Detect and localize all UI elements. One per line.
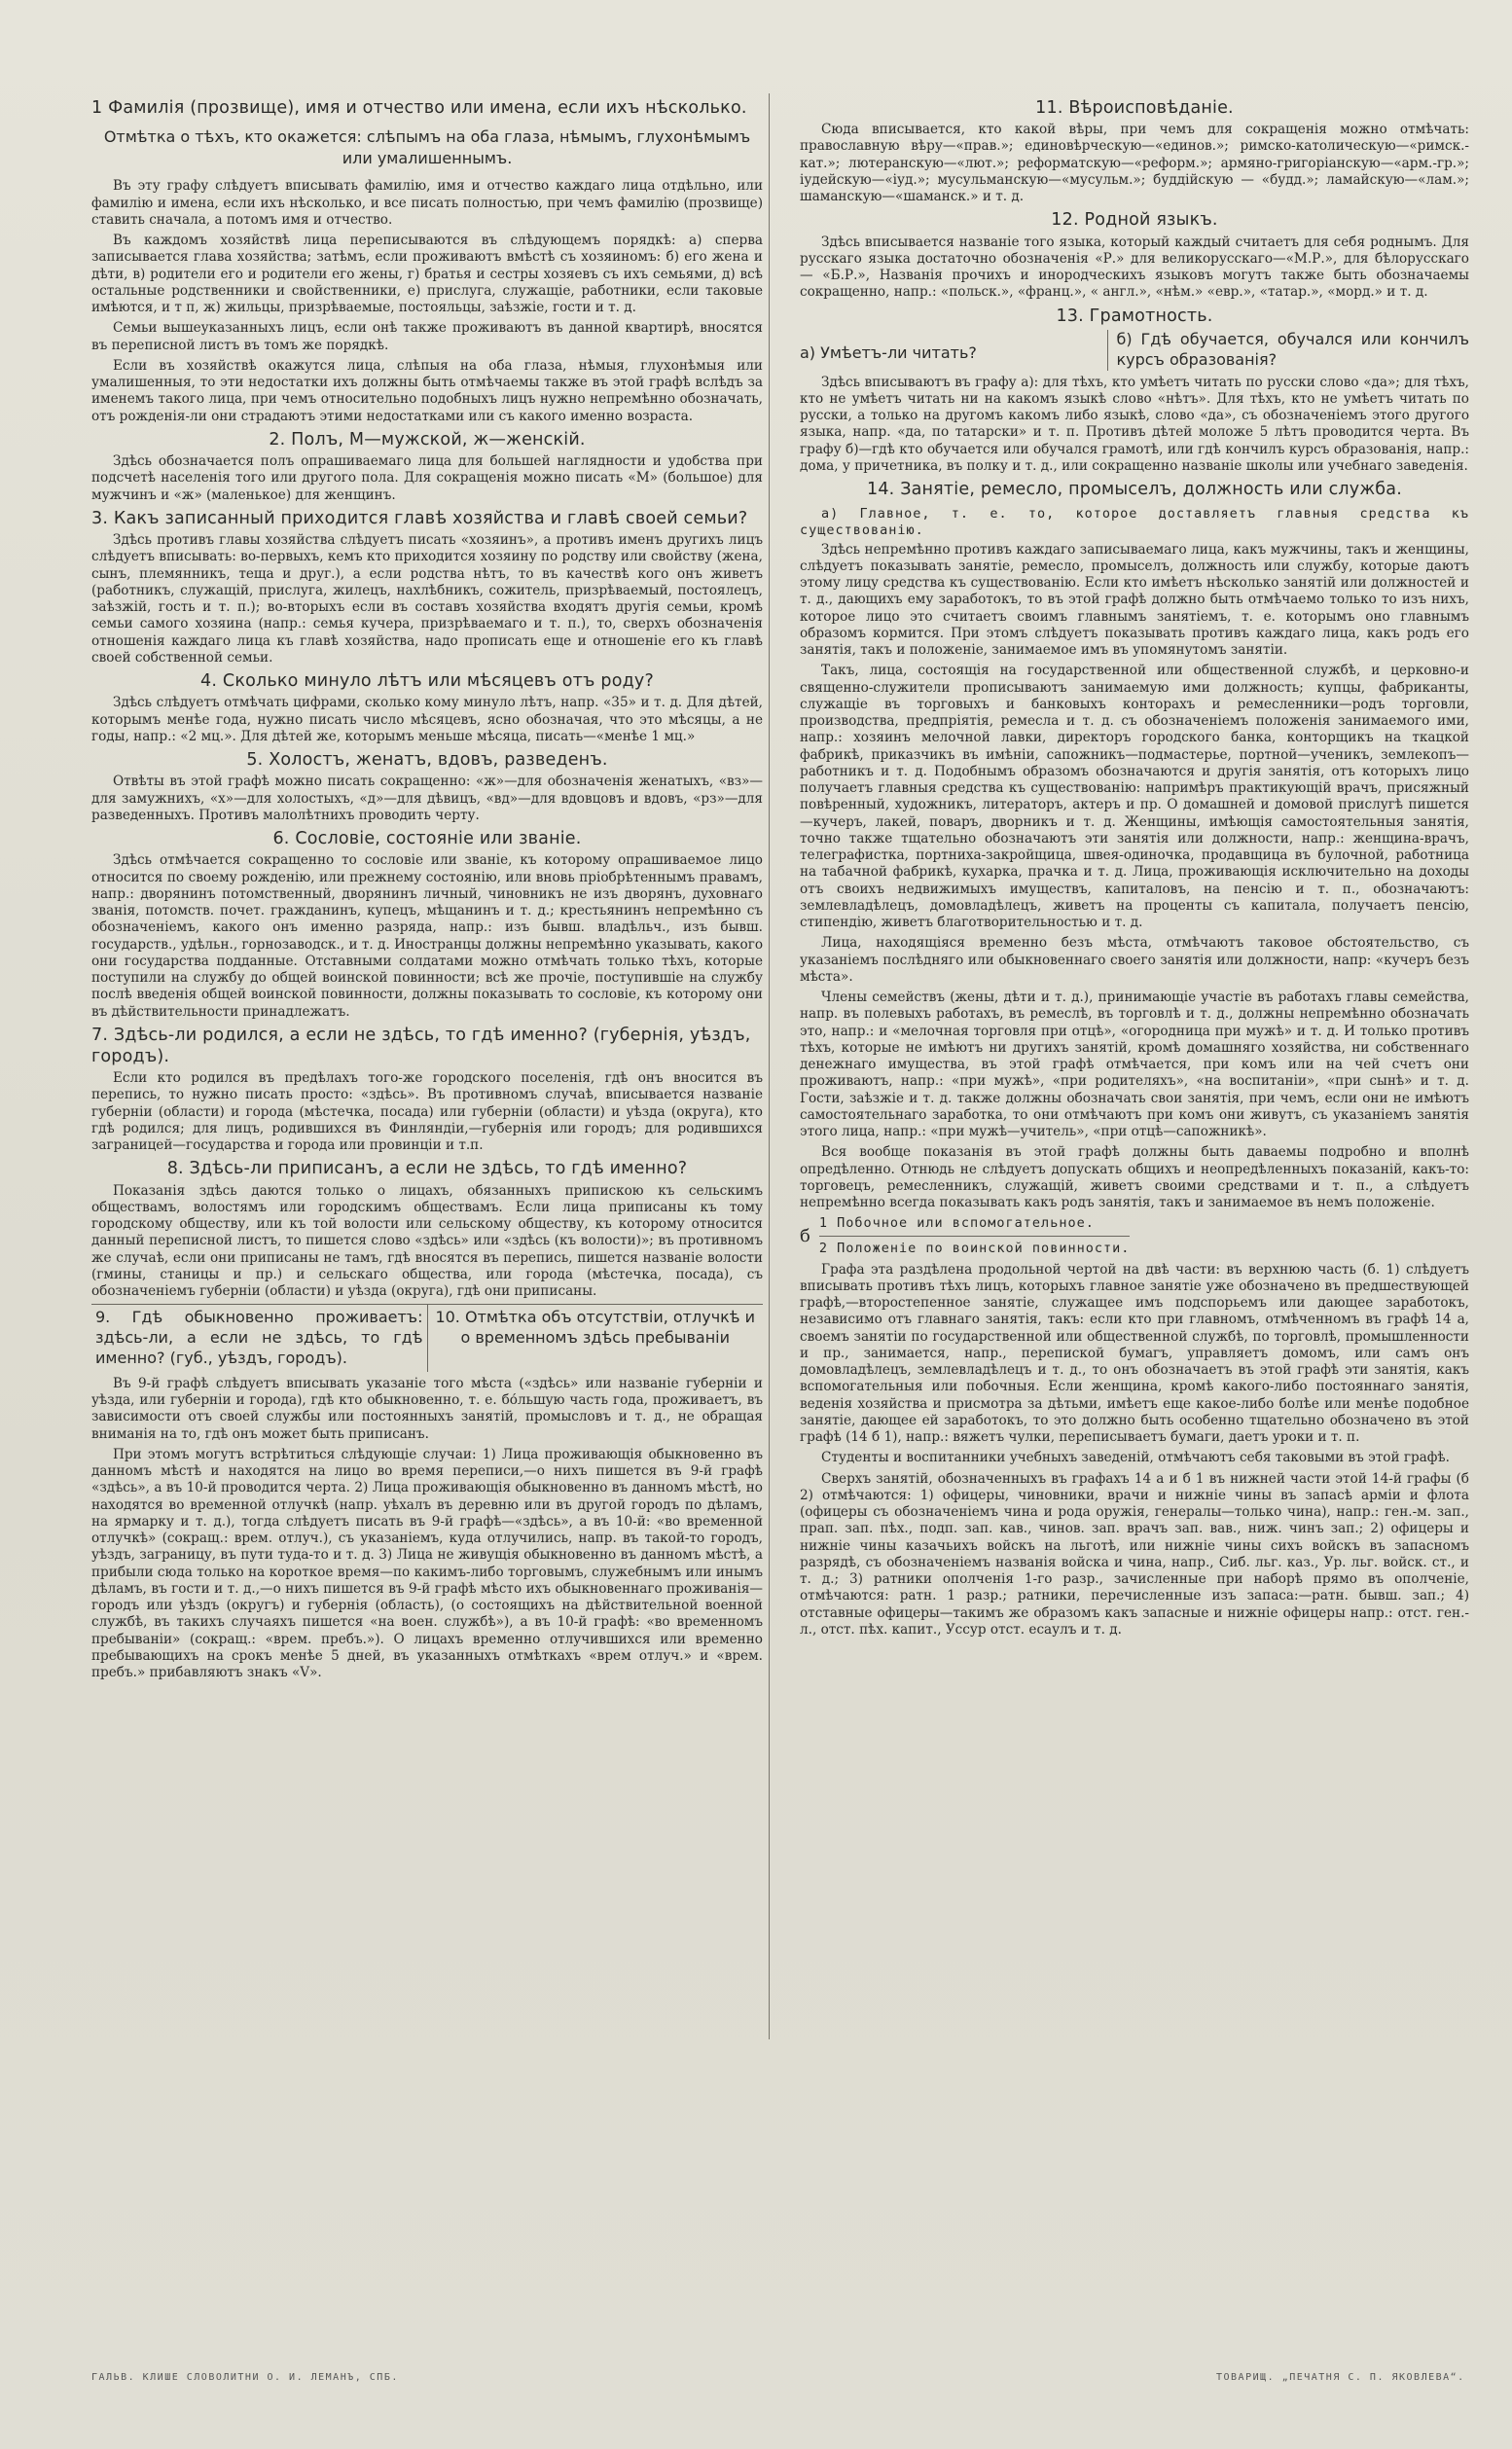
section-7-paragraph: Если кто родился въ предѣлахъ того-же городского поселенія, гдѣ онъ вносится въ перепись, то нужно писать просто: «здѣсь». Въ противномъ случаѣ, вписывается названіе губерніи (области) и города (мѣстечка, посада) или губерніи (области) и уѣзда (округа), кто гдѣ родился; для лицъ, родившихся въ Финляндіи,—губернія или городъ; для родившихся заграницей—государства и города или провинціи и т.п. [91, 1070, 763, 1154]
printer-credit-left: ГАЛЬВ. КЛИШЕ СЛОВОЛИТНИ О. И. ЛЕМАНЪ, СПБ. [91, 2372, 399, 2383]
section-5-paragraph: Отвѣты въ этой графѣ можно писать сокращенно: «ж»—для обозначенія женатыхъ, «вз»—для замужнихъ, «х»—для холостыхъ, «д»—для дѣвицъ, «вд»—для вдовцовъ и вдовъ, «рз»—для разведенныхъ. Противъ малолѣтнихъ проводить черту. [91, 774, 763, 823]
section-8-paragraph: Показанія здѣсь даются только о лицахъ, обязанныхъ припискою къ сельскимъ обществамъ, волостямъ или городскимъ обществамъ. Если лица приписаны къ тому городскому обществу, или къ той волости или сельскому обществу, къ которому относится данный переписной листъ, то пишется слово «здѣсь» или «здѣсь (къ волости)»; въ противномъ же случаѣ, если они приписаны не тамъ, гдѣ вносятся въ перепись, пишется названіе волости (гмины, станицы и пр.) и сельскаго общества, или города (мѣстечка, посада), съ обозначеніемъ губерніи (области) и уѣзда (округа), гдѣ они приписаны. [91, 1182, 763, 1300]
section-10-title: 10. Отмѣтка объ отсутствіи, отлучкѣ и о временномъ здѣсь пребываніи [427, 1305, 764, 1371]
section-13-title: 13. Грамотность. [1056, 306, 1213, 326]
section-14b-paragraph: Сверхъ занятій, обозначенныхъ въ графахъ 14 а и б 1 въ нижней части этой 14-й графы (б 2) отмѣчаются: 1) офицеры, чиновники, врачи и нижніе чины въ запасѣ арміи и флота (офицеры съ обозначеніемъ чина и рода оружія, генералы—только чина), напр.: ген.-м. зап., прап. зап. пѣх., подп. зап. кав., чинов. зап. врачъ зап. вав., ниж. чинъ зап.; 2) офицеры и нижніе чины казачьихъ войскъ на льготѣ, или нижніе чины сихъ войскъ въ запасномъ разрядѣ, съ обозначеніемъ названія войска и чина, напр., Сиб. льг. каз., Ур. льг. войск. ст., и т. д.; 3) ратники ополченія 1-го разр., зачисленные при наборѣ прямо въ ополченіе, отмѣчаются: ратн. 1 разр.; ратники, перечисленные изъ запаса:—ратн. бывш. зап.; 4) отставные офицеры—такимъ же образомъ какъ запасные и нижніе офицеры напр.: отст. ген.-л., отст. пѣх. капит., Уссур отст. есаулъ и т. д. [800, 1470, 1469, 1638]
column-divider [769, 93, 770, 2039]
section-8-title: 8. Здѣсь-ли приписанъ, а если не здѣсь, то гдѣ именно? [166, 1159, 688, 1179]
section-7-title: 7. Здѣсь-ли родился, а если не здѣсь, то гдѣ именно? (губернія, уѣздъ, городъ). [91, 1025, 751, 1066]
section-5-title: 5. Холостъ, женатъ, вдовъ, разведенъ. [246, 750, 608, 771]
section-9-10-header [91, 1304, 763, 1371]
section-9-title: 9. Гдѣ обыкновенно проживаетъ: здѣсь-ли, а если не здѣсь, то гдѣ именно? (губ., уѣздъ, городъ). [95, 1308, 423, 1367]
section-1-note: Отмѣтка о тѣхъ, кто окажется: слѣпымъ на оба глаза, нѣмымъ, глухонѣмымъ или умалишеннымъ. [103, 127, 751, 167]
fraction-numerator: 1 [818, 1215, 828, 1232]
fraction-rule [819, 1236, 1131, 1237]
section-12-title: 12. Родной языкъ. [1051, 210, 1218, 231]
section-4-title: 4. Сколько минуло лѣтъ или мѣсяцевъ отъ роду? [200, 671, 654, 692]
section-14b-fraction-header [800, 1215, 1469, 1257]
left-column [91, 93, 763, 1685]
section-13b-title: б) Гдѣ обучается, обучался или кончилъ курсъ образованія? [1107, 330, 1469, 371]
section-9-paragraph: Въ 9-й графѣ слѣдуетъ вписывать указаніе того мѣста («здѣсь» или названіе губерніи и уѣзда, или губерніи и города), гдѣ кто обыкновенно, т. е. бо́льшую часть года, проживаетъ, въ зависимости отъ своей службы или постоянныхъ занятій, промысловъ и т. д., не обращая вниманія на то, гдѣ онъ может быть приписанъ. [91, 1375, 763, 1442]
section-13a-title: а) Умѣетъ-ли читать? [800, 342, 977, 362]
fraction-bottom-text: Положеніе по воинской повинности. [837, 1241, 1131, 1257]
section-4-paragraph: Здѣсь слѣдуетъ отмѣчать цифрами, сколько кому минуло лѣтъ, напр. «35» и т. д. Для дѣтей, которымъ менѣе года, нужно писать число мѣсяцевъ, ясно обозначая, что это мѣсяцы, а не годы, напр.: «2 мц.». Для дѣтей же, которымъ меньше мѣсяца, писать—«менѣе 1 мц.» [91, 695, 763, 744]
section-14-paragraph: Члены семействъ (жены, дѣти и т. д.), принимающіе участіе въ работахъ главы семейства, напр. въ полевыхъ работахъ, въ ремеслѣ, въ торговлѣ и т. д., должны непремѣнно обозначать это, напр.: и «мелочная торговля при отцѣ», «огородница при мужѣ» и т. д. И только противъ тѣхъ, которые не имѣютъ ни другихъ занятій, кромѣ домашняго хозяйства, ни собственнаго денежнаго имущества, въ этой графѣ отмѣчается, при комъ или на чей счетъ они проживаютъ, напр.: «при мужѣ», «при родителяхъ», «на воспитаніи», «при сынѣ» и т. д. Гости, заѣзжіе и т. д. также должны обозначать свои занятія, при чемъ, если они не имѣютъ самостоятельнаго заработка, то они отмѣчаютъ при комъ они живутъ, съ указаніемъ занятія этого лица, напр.: «при мужѣ—учитель», «при отцѣ—сапожникѣ». [800, 990, 1469, 1139]
fraction-denominator: 2 [818, 1241, 828, 1257]
fraction-top-line [819, 1215, 1131, 1232]
right-column [800, 93, 1469, 1642]
section-14-title: 14. Занятіе, ремесло, промыселъ, должность или служба. [867, 480, 1402, 499]
section-1-paragraph: Если въ хозяйствѣ окажутся лица, слѣпыя на оба глаза, нѣмыя, глухонѣмыя или умалишенныя, то эти недостатки ихъ должны быть отмѣчаемы также въ этой графѣ вслѣдъ за именемъ такого лица, при чемъ относительно подобныхъ лицъ нужно непремѣнно обозначать, отъ рожденія-ли они страдаютъ этими недостатками или съ какого именно возраста. [91, 357, 763, 424]
fraction-body [819, 1215, 1131, 1257]
section-1-paragraph: Въ эту графу слѣдуетъ вписывать фамилію, имя и отчество каждаго лица отдѣльно, или фамилію и имена, если ихъ нѣсколько, и все писать полностью, при чемъ фамилію (прозвище) ставить сначала, а потомъ имя и отчество. [91, 178, 763, 228]
section-1-paragraph: Семьи вышеуказанныхъ лицъ, если онѣ также проживаютъ въ данной квартирѣ, вносятся въ переписной листъ въ томъ же порядкѣ. [91, 320, 763, 353]
section-14-paragraph: Здѣсь непремѣнно противъ каждаго записываемаго лица, какъ мужчины, такъ и женщины, слѣдуетъ показывать занятіе, ремесло, промыселъ, должность или службу, которые даютъ этому лицу средства къ существованію. Если кто имѣетъ нѣсколько занятій или должностей и т. д., дающихъ ему заработокъ, то въ этой графѣ должно быть отмѣчаемо только то изъ нихъ, которое лицо это считаетъ своимъ главнымъ занятіемъ, т. е. которымъ оно главнымъ образомъ кормится. При этомъ слѣдуетъ показывать противъ каждаго лица, какъ родъ его занятія, такъ и положеніе, занимаемое имъ въ упомянутомъ занятіи. [800, 541, 1469, 658]
section-6-paragraph: Здѣсь отмѣчается сокращенно то сословіе или званіе, къ которому опрашиваемое лицо относится по своему рожденію, или прежнему состоянію, или вновь пріобрѣтеннымъ правамъ, напр.: дворянинъ потомственный, дворянинъ личный, чиновникъ не изъ дворянъ, духовнаго званія, потомств. почет. гражданинъ, купецъ, мѣщанинъ и т. д.; крестьянинъ непремѣнно съ обозначеніемъ, какого онъ именно разряда, напр.: изъ бывш. владѣльч., изъ бывш. государств., удѣльн., горнозаводск., и т. д. Иностранцы должны непремѣнно указывать, какого они государства подданные. Отставными солдатами можно отмѣчать только тѣхъ, которые поступили на службу до общей воинской повинности; всѣ же прочіе, поступившіе на службу послѣ введенія общей воинской повинности, должны показывать то сословіе, къ которому они въ дѣйствительности принадлежатъ. [91, 852, 764, 1020]
section-2-title: 2. Полъ, М—мужской, ж—женскій. [269, 429, 586, 450]
section-9-paragraph: При этомъ могутъ встрѣтиться слѣдующіе случаи: 1) Лица проживающія обыкновенно въ данномъ мѣстѣ и находятся на лицо во время переписи,—о нихъ пишется въ 9-й графѣ «здѣсь», а въ 10-й проводится черта. 2) Лица проживающія обыкновенно въ данномъ мѣстѣ, но находятся во временной отлучкѣ (напр. уѣхалъ въ деревню или въ другой городъ по дѣламъ, на ярмарку и т. д.), тогда слѣдуетъ писать въ 9-й графѣ—«здѣсь», а въ 10-й: «во временной отлучкѣ» (сокращ.: врем. отлуч.), съ указаніемъ, куда отлучились, напр. въ такой-то городъ, уѣздъ, заграницу, въ пути туда-то и т. д. 3) Лица не живущія обыкновенно въ данномъ мѣстѣ, а прибыли сюда только на короткое время—по какимъ-либо торговымъ, служебнымъ или инымъ дѣламъ, въ гости и т. д.,—о нихъ пишется въ 9-й графѣ мѣсто ихъ обыкновеннаго проживанія—городъ или уѣздъ (округъ) и губернія (область), (о состоящихъ на дѣйствительной военной службѣ, въ такихъ случаяхъ пишется «на воен. службѣ»), а въ 10-й графѣ: «во временномъ пребываніи» (сокращ.: «врем. пребъ.»). О лицахъ временно отлучившихся или временно пребывающихъ на срокъ менѣе 5 дней, въ указанныхъ отмѣткахъ «врем отлуч.» и «врем. пребъ.» прибавляютъ знакъ «V». [91, 1446, 763, 1681]
section-11-title: 11. Вѣроисповѣданіе. [1035, 98, 1234, 118]
fraction-top-text: Побочное или вспомогательное. [837, 1215, 1095, 1232]
section-11-paragraph: Сюда вписывается, кто какой вѣры, при чемъ для сокращенія можно отмѣчать: православную вѣру—«прав.»; единовѣрческую—«единов.»; римско-католическую—«римск.-кат.»; лютеранскую—«лют.»; реформатскую—«реформ.»; армяно-григоріанскую—«арм.-гр.»; іудейскую—«іуд.»; мусульманскую—«мусульм.»; буддійскую — «будд.»; ламайскую—«лам.»; шаманскую—«шаманск.» и т. д. [800, 122, 1469, 205]
fraction-letter: б [800, 1226, 811, 1247]
section-14a-subtitle: а) Главное, т. е. то, которое доставляетъ главныя средства къ существованію. [800, 506, 1469, 539]
section-13-subheads [800, 330, 1469, 371]
fraction-bottom-line [819, 1241, 1131, 1257]
section-14b-paragraph: Студенты и воспитанники учебныхъ заведеній, отмѣчаютъ себя таковыми въ этой графѣ. [821, 1450, 1450, 1466]
section-13-paragraph: Здѣсь вписываютъ въ графу а): для тѣхъ, кто умѣетъ читать по русски слово «да»; для тѣхъ, кто не умѣетъ читать ни на какомъ языкѣ слово «нѣтъ». Для тѣхъ, кто не умѣетъ читать по русски, а только на другомъ какомъ либо языкѣ, слово «да», съ обозначеніемъ этого другого языка, напр. «да, по татарски» и т. п. Противъ дѣтей моложе 5 лѣтъ проводится черта. Въ графу б)—гдѣ кто обучается или обучался грамотѣ, или гдѣ кончилъ курсъ образованія, напр.: дома, у причетника, въ полку и т. д., или сокращенно названіе школы или учебнаго заведенія. [800, 374, 1469, 474]
section-3-title: 3. Какъ записанный приходится главѣ хозяйства и главѣ своей семьи? [91, 508, 748, 528]
section-6-title: 6. Сословіе, состояніе или званіе. [272, 829, 582, 849]
section-14-paragraph: Лица, находящіяся временно безъ мѣста, отмѣчаютъ таковое обстоятельство, съ указаніемъ послѣдняго или обыкновеннаго своего занятія или должности, напр: «кучеръ безъ мѣста». [800, 935, 1469, 985]
section-1-title: 1 Фамилія (прозвище), имя и отчество или имена, если ихъ нѣсколько. [91, 98, 747, 118]
section-1-paragraph: Въ каждомъ хозяйствѣ лица переписываются въ слѣдующемъ порядкѣ: а) сперва записывается глава хозяйства; затѣмъ, если проживаютъ вмѣстѣ съ хозяиномъ: б) его жена и дѣти, в) родители его и родители его жены, г) братья и сестры хозяевъ съ ихъ семьями, д) всѣ остальные родственники и свойственники, е) прислуга, служащіе, работники, если таковые имѣются, и т п, ж) жильцы, призрѣваемые, постояльцы, заѣзжіе, гости и т. д. [91, 233, 763, 316]
printer-credit-right: ТОВАРИЩ. „ПЕЧАТНЯ С. П. ЯКОВЛЕВА“. [1216, 2372, 1465, 2383]
section-14-paragraph: Такъ, лица, состоящія на государственной или общественной службѣ, и церковно-и священно-служители прописываютъ занимаемую ими должность; купцы, фабриканты, служащіе въ торговыхъ и банковыхъ конторахъ и ремесленники—родъ торговли, производства, предпріятія, ремесла и т. д. съ обозначеніемъ положенія занимаемого ими, напр.: хозяинъ мелочной лавки, директоръ городского банка, конторщикъ на ткацкой фабрикѣ, приказчикъ въ имѣніи, сапожникъ—подмастерье, портной—ученикъ, землекопъ—работникъ и т. д. Подобнымъ образомъ обозначаются и другія занятія, отъ которыхъ лицо получаетъ главныя средства къ существованію: напримѣръ практикующій врачъ, присяжный повѣренный, художникъ, литераторъ, актеръ и пр. О домашней и домовой прислугѣ пишется—кучеръ, лакей, поваръ, дворникъ и т. д. Женщины, имѣющія самостоятельныя занятія, точно также тщательно обозначаютъ эти занятія или должности, напр.: женщина-врачъ, телеграфистка, портниха-закройщица, швея-одиночка, продавщица въ булочной, работница на табачной фабрикѣ, кухарка, прачка и т. д. Лица, проживающія исключительно на доходы отъ своихъ недвижимыхъ имуществъ, капиталовъ, на пенсію и т. п., обозначаютъ: землевладѣлецъ, домовладѣлецъ, живетъ на проценты съ капитала, получаетъ пенсію, стипендію, живетъ благотворительностью и т. д. [800, 663, 1469, 930]
section-12-paragraph: Здѣсь вписывается названіе того языка, который каждый считаетъ для себя роднымъ. Для русскаго языка достаточно обозначенія «Р.» для великорусскаго—«М.Р.», для бѣлорусскаго — «Б.Р.», Названія прочихъ и инородческихъ языковъ могутъ также быть обозначаемы сокращенно, напр.: «польск.», «франц.», « англ.», «нѣм.» «евр.», «татар.», «морд.» и т. д. [800, 234, 1469, 301]
section-3-paragraph: Здѣсь противъ главы хозяйства слѣдуетъ писать «хозяинъ», а противъ именъ другихъ лицъ слѣдуетъ вписывать: во-первыхъ, кемъ кто приходится хозяину по родству или свойству (жена, сынъ, племянникъ, теща и друг.), а если родства нѣтъ, то въ качествѣ кого онъ живетъ (работникъ, служащій, прислуга, жилецъ, нахлѣбникъ, сожитель, призрѣваемый, постоялецъ, заѣзжій, гость и т. п.); во-вторыхъ если въ составъ хозяйства входятъ другія семьи, кромѣ семьи самого хозяина (напр.: семья кучера, призрѣваемаго и т. п.), то, сверхъ обозначенія отношенія каждаго лица къ главѣ хозяйства, надо прописать еще и отношеніе его къ главѣ своей собственной семьи. [91, 532, 763, 666]
section-2-paragraph: Здѣсь обозначается полъ опрашиваемаго лица для большей наглядности и удобства при подсчетѣ населенія того или другого пола. Для сокращенія можно писать «М» (большое) для мужчинъ и «ж» (маленькое) для женщинъ. [91, 453, 763, 503]
section-14-paragraph: Вся вообще показанія въ этой графѣ должны быть даваемы подробно и вполнѣ опредѣленно. Отнюдь не слѣдуетъ допускать общихъ и неопредѣленныхъ показаній, какъ-то: торговецъ, ремесленникъ, служащій, живетъ своими средствами и т. п., а слѣдуетъ непремѣнно всегда показывать какъ родъ занятія, такъ и занимаемое въ немъ положеніе. [800, 1144, 1469, 1210]
section-14b-paragraph: Графа эта раздѣлена продольной чертой на двѣ части: въ верхнюю часть (б. 1) слѣдуетъ вписывать противъ тѣхъ лицъ, которыхъ главное занятіе уже обозначено въ предшествующей графѣ,—второстепенное занятіе, служащее имъ подспорьемъ или дающее заработокъ, независимо отъ главнаго занятія, такъ: если кто при главномъ, отмѣченномъ въ графѣ 14 а, своемъ занятіи по государственной или общественной службѣ, по торговлѣ, промышленности и пр., занимается, напр., перепиской бумагъ, управляетъ домомъ, или самъ онъ домовладѣлецъ, землевладѣлецъ и т. д., то онъ обозначаетъ въ этой графѣ эти занятія, какъ вспомогательныя или побочныя. Если женщина, кромѣ какого-либо постояннаго занятія, веденія хозяйства и присмотра за дѣтьми, имѣетъ еще какое-либо болѣе или менѣе подобное занятіе, дающее ей заработокъ, то это должно быть особенно тщательно обозначено въ этой графѣ (14 б 1), напр.: вяжетъ чулки, переписываетъ бумаги, даетъ уроки и т. п. [800, 1261, 1469, 1446]
